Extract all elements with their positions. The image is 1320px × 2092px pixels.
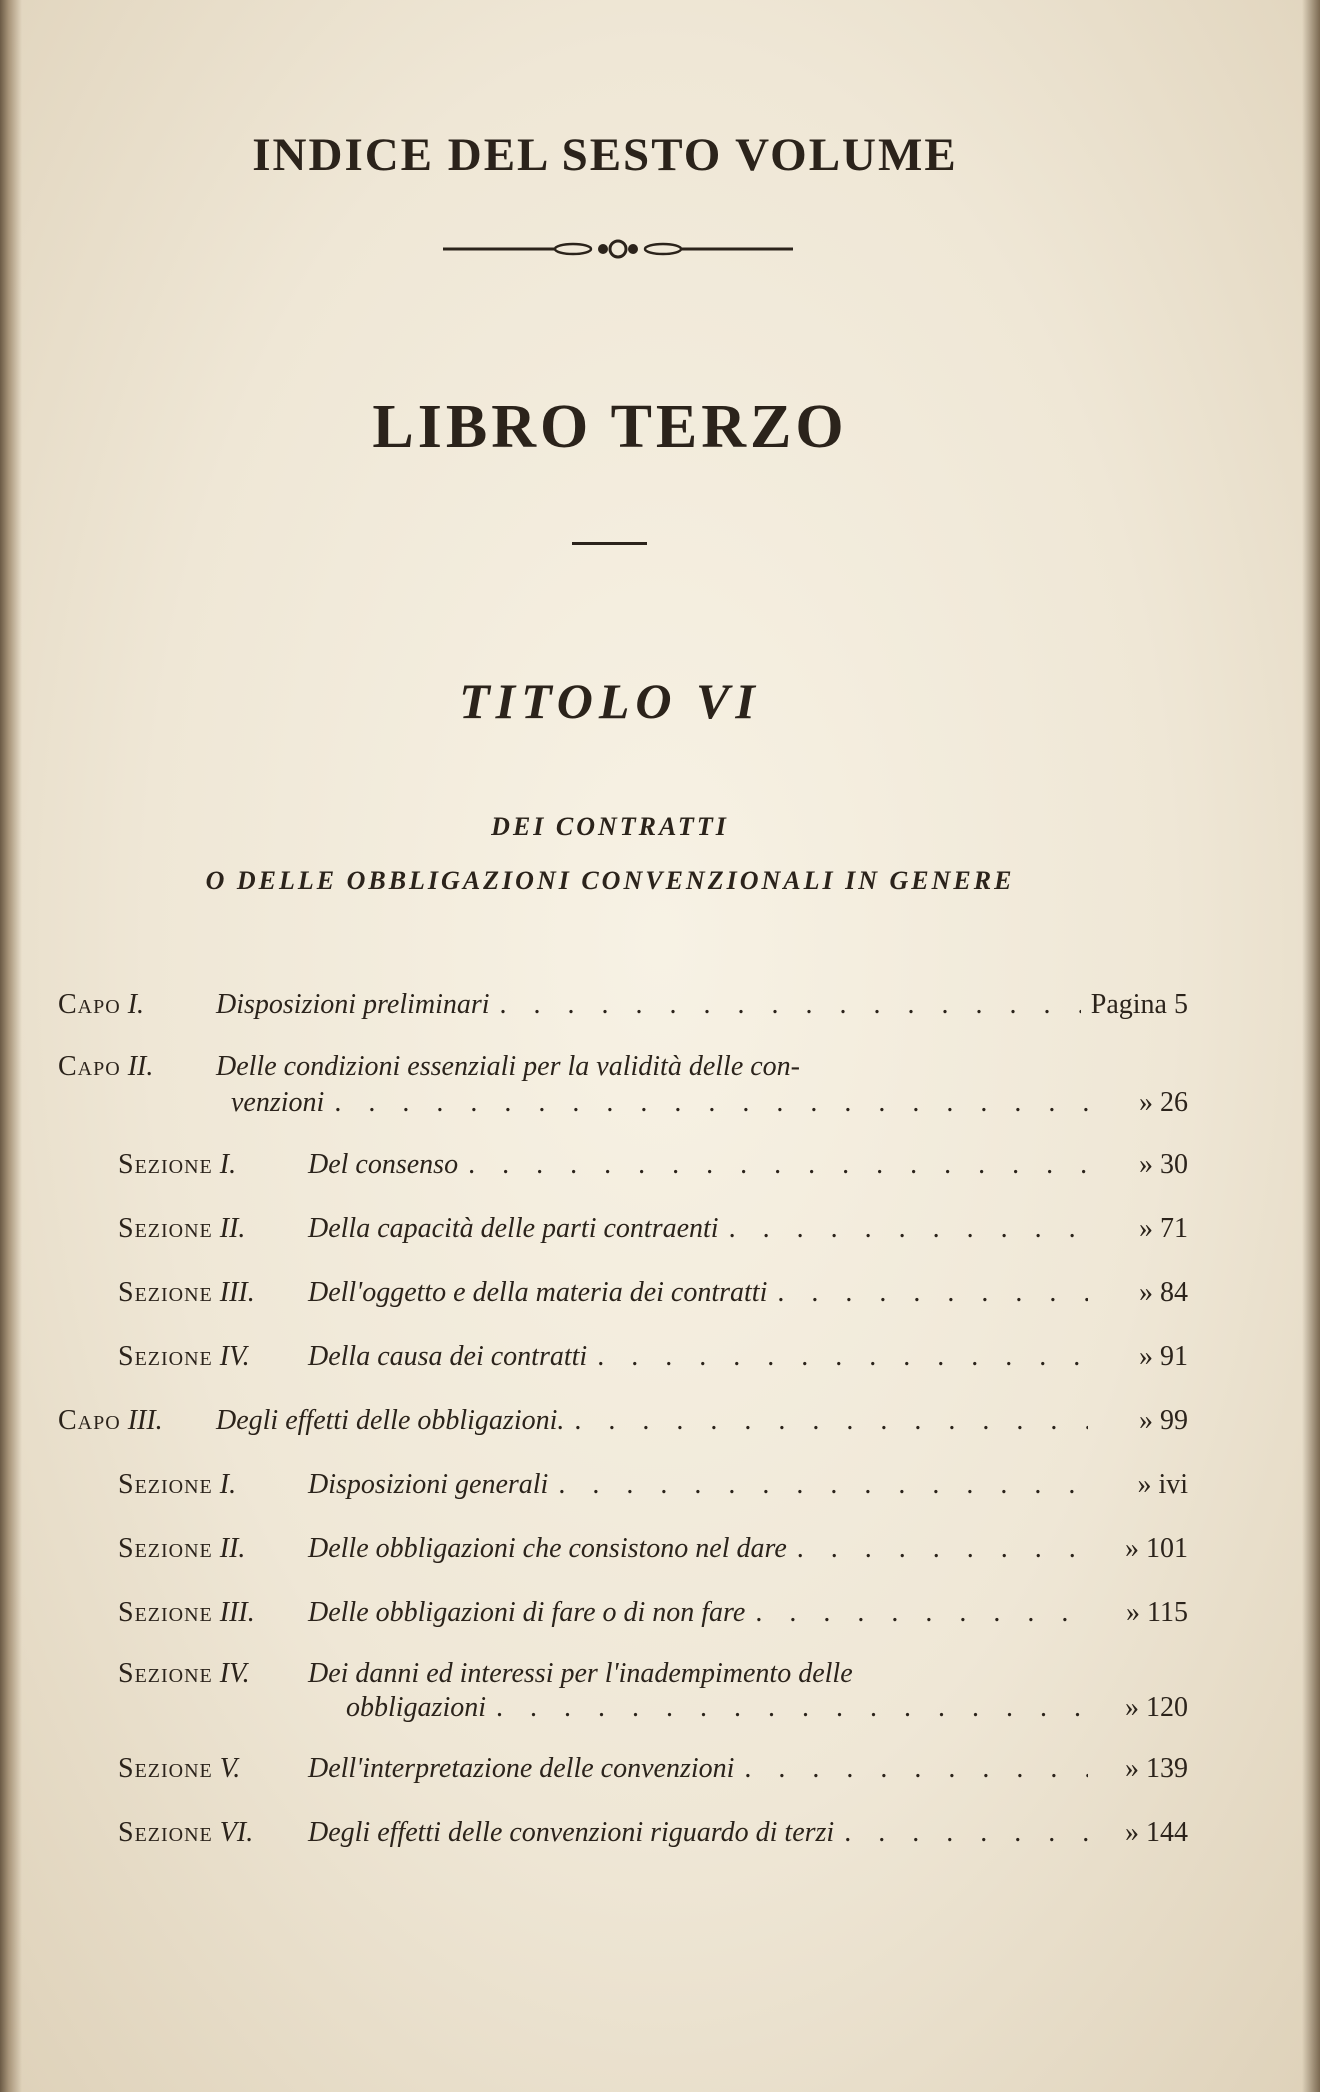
leader-dots: [468, 1145, 1088, 1185]
leader-dots: [777, 1273, 1088, 1313]
toc-title-line-1: Delle condizioni essenziali per la validità delle con-: [216, 1051, 800, 1082]
leader-dots: [755, 1593, 1088, 1633]
leader-dots: [844, 1813, 1088, 1853]
toc-label: Capo II.: [58, 1051, 154, 1082]
toc-title: Delle obbligazioni di fare o di non fare: [308, 1597, 746, 1628]
toc-entry: [58, 1657, 1188, 1725]
toc-entry: [58, 1813, 1188, 1853]
toc-label: Sezione II.: [118, 1533, 246, 1564]
subtitle-line-1: DEI CONTRATTI: [491, 812, 729, 841]
toc-page: » 120: [1125, 1692, 1188, 1723]
toc-label: Capo I.: [58, 989, 145, 1020]
toc-entry: [58, 1401, 1188, 1441]
toc-entry: [58, 1145, 1188, 1185]
toc-page: » 139: [1125, 1753, 1188, 1784]
page-edge-left: [0, 0, 22, 2092]
toc-entry: [58, 1465, 1188, 1505]
toc-label: Sezione IV.: [118, 1341, 250, 1372]
toc-page: » ivi: [1137, 1469, 1188, 1500]
toc-title-line-2: obbligazioni: [346, 1692, 487, 1723]
ornament-divider: [443, 236, 793, 262]
toc-entry: [58, 1593, 1188, 1633]
leader-dots: [574, 1401, 1088, 1441]
toc-entry: [58, 1209, 1188, 1249]
book-heading: LIBRO TERZO: [372, 393, 848, 461]
toc-label: Sezione VI.: [118, 1817, 254, 1848]
leader-dots: [729, 1209, 1088, 1249]
toc-page: » 144: [1125, 1817, 1188, 1848]
leader-dots: [334, 1085, 1088, 1121]
toc-entry: [58, 1749, 1188, 1789]
toc-entry: [58, 1273, 1188, 1313]
toc-label: Sezione III.: [118, 1597, 255, 1628]
subtitle-line-2: O DELLE OBBLIGAZIONI CONVENZIONALI IN GENERE: [205, 866, 1015, 895]
toc-title: Degli effetti delle obbligazioni.: [216, 1405, 565, 1436]
toc-title: Disposizioni generali: [308, 1469, 549, 1500]
toc-label: Sezione V.: [118, 1753, 241, 1784]
toc-page: » 84: [1139, 1277, 1188, 1308]
toc-label: Sezione IV.: [118, 1658, 250, 1689]
toc-page: » 71: [1139, 1213, 1188, 1244]
toc-page: » 99: [1139, 1405, 1188, 1436]
toc-title: Dell'oggetto e della materia dei contratti: [308, 1277, 768, 1308]
toc-title: Della capacità delle parti contraenti: [308, 1213, 719, 1244]
toc-title: Disposizioni preliminari: [216, 989, 490, 1020]
toc-entry: [58, 1049, 1188, 1121]
toc-label: Sezione II.: [118, 1213, 246, 1244]
toc-entry: [58, 985, 1188, 1025]
toc-page: » 30: [1139, 1149, 1188, 1180]
leader-dots: [558, 1465, 1088, 1505]
toc-entry: [58, 1529, 1188, 1569]
toc-label: Sezione III.: [118, 1277, 255, 1308]
toc-page: » 91: [1139, 1341, 1188, 1372]
page-edge-right: [1302, 0, 1320, 2092]
toc-title: Del consenso: [308, 1149, 459, 1180]
toc-page: Pagina 5: [1090, 989, 1188, 1020]
toc-title-line-1: Dei danni ed interessi per l'inadempimento delle: [308, 1658, 853, 1689]
table-of-contents: [58, 985, 1188, 1853]
toc-label: Capo III.: [58, 1405, 163, 1436]
toc-title: Delle obbligazioni che consistono nel dare: [308, 1533, 787, 1564]
leader-dots: [500, 985, 1081, 1025]
toc-label: Sezione I.: [118, 1149, 237, 1180]
leader-dots: [496, 1691, 1088, 1725]
toc-page: » 26: [1139, 1087, 1188, 1118]
leader-dots: [597, 1337, 1088, 1377]
toc-label: Sezione I.: [118, 1469, 237, 1500]
title-heading: TITOLO VI: [459, 673, 761, 729]
short-divider: [572, 542, 647, 545]
toc-title: Della causa dei contratti: [308, 1341, 588, 1372]
toc-entry: [58, 1337, 1188, 1377]
toc-page: » 101: [1125, 1533, 1188, 1564]
toc-title-line-2: venzioni: [231, 1087, 325, 1118]
toc-title: Dell'interpretazione delle convenzioni: [308, 1753, 735, 1784]
toc-page: » 115: [1126, 1597, 1188, 1628]
index-title: INDICE DEL SESTO VOLUME: [252, 129, 958, 181]
leader-dots: [744, 1749, 1088, 1789]
toc-title: Degli effetti delle convenzioni riguardo di terzi: [308, 1817, 835, 1848]
leader-dots: [797, 1529, 1088, 1569]
